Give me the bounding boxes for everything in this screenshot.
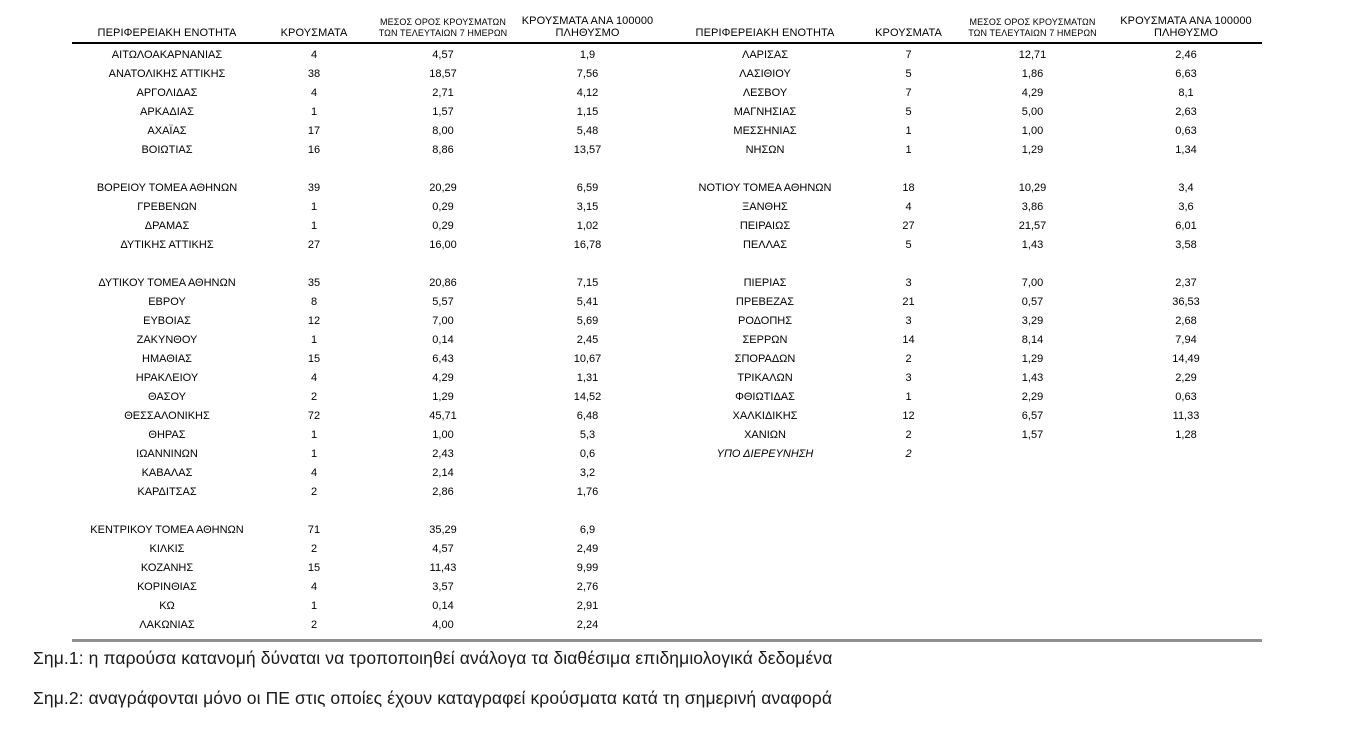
per100k-cell: 2,63: [1175, 106, 1197, 118]
avg7-cell: 2,29: [1021, 391, 1044, 403]
region-cell: ΣΠΟΡΑΔΩΝ: [734, 353, 796, 365]
avg7-cell: 3,57: [432, 581, 454, 593]
region-cell: ΔΥΤΙΚΗΣ ΑΤΤΙΚΗΣ: [120, 239, 214, 251]
region-cell: ΗΜΑΘΙΑΣ: [142, 353, 192, 365]
region-cell: ΙΩΑΝΝΙΝΩΝ: [136, 448, 198, 460]
per100k-cell: 3,58: [1175, 239, 1197, 251]
cases-cell: 2: [310, 619, 318, 631]
table-row: [72, 141, 1262, 160]
avg7-cell: 4,29: [1021, 87, 1044, 99]
region-cell: ΑΧΑΪΑΣ: [147, 125, 187, 137]
cases-cell: 3: [905, 372, 912, 384]
per100k-cell: 5,41: [576, 296, 599, 308]
cases-cell: 3: [905, 277, 912, 289]
per100k-cell: 14,49: [1172, 353, 1200, 365]
avg7-cell: 45,71: [429, 410, 457, 422]
per100k-cell: 9,99: [576, 562, 599, 574]
cases-cell: 2: [905, 429, 912, 441]
avg7-cell: 20,29: [429, 182, 457, 194]
table-row: [72, 46, 1262, 65]
header-cases-right: ΚΡΟΥΣΜΑΤΑ: [875, 27, 942, 39]
per100k-cell: 2,91: [576, 600, 599, 612]
table-row: [72, 407, 1262, 426]
avg7-cell: 2,43: [432, 448, 454, 460]
per100k-cell: 1,28: [1175, 429, 1197, 441]
region-cell: ΚΕΝΤΡΙΚΟΥ ΤΟΜΕΑ ΑΘΗΝΩΝ: [90, 524, 244, 536]
cases-cell: 1: [310, 106, 318, 118]
per100k-cell: 2,24: [576, 619, 599, 631]
avg7-cell: 3,86: [1021, 201, 1044, 213]
cases-cell: 35: [307, 277, 321, 289]
avg7-cell: 1,29: [432, 391, 454, 403]
region-cell: ΘΑΣΟΥ: [147, 391, 187, 403]
table-row: [72, 331, 1262, 350]
region-cell: ΒΟΙΩΤΙΑΣ: [141, 144, 193, 156]
cases-cell: 1: [310, 429, 318, 441]
per100k-cell: 3,4: [1178, 182, 1194, 194]
avg7-cell: 4,00: [432, 619, 454, 631]
table-spacer-row: [72, 502, 1262, 521]
region-cell: ΜΑΓΝΗΣΙΑΣ: [733, 106, 797, 118]
cases-cell: 2: [905, 353, 912, 365]
per100k-cell: 11,33: [1172, 410, 1200, 422]
region-cell: ΝΟΤΙΟΥ ΤΟΜΕΑ ΑΘΗΝΩΝ: [698, 182, 832, 194]
cases-cell: 72: [307, 410, 321, 422]
cases-cell: 1: [310, 448, 318, 460]
avg7-cell: 20,86: [429, 277, 457, 289]
per100k-cell: 6,59: [576, 182, 599, 194]
region-cell: ΚΙΛΚΙΣ: [149, 543, 185, 555]
header-per100k-right: ΚΡΟΥΣΜΑΤΑ ΑΝΑ 100000 ΠΛΗΘΥΣΜΟ: [1120, 15, 1252, 39]
avg7-cell: 6,43: [432, 353, 454, 365]
cases-cell: 71: [307, 524, 321, 536]
region-cell: ΞΑΝΘΗΣ: [742, 201, 788, 213]
avg7-cell: 1,43: [1021, 372, 1044, 384]
table-row: [72, 198, 1262, 217]
cases-cell: 5: [905, 68, 912, 80]
cases-cell: 7: [905, 49, 912, 61]
region-cell: ΘΕΣΣΑΛΟΝΙΚΗΣ: [124, 410, 210, 422]
per100k-cell: 6,48: [576, 410, 599, 422]
table-body: [72, 44, 1262, 642]
region-cell: ΛΑΚΩΝΙΑΣ: [139, 619, 195, 631]
per100k-cell: 1,02: [576, 220, 599, 232]
per100k-cell: 1,31: [576, 372, 599, 384]
avg7-cell: 5,00: [1021, 106, 1044, 118]
per100k-cell: 3,2: [579, 467, 596, 479]
region-cell: ΕΥΒΟΙΑΣ: [143, 315, 191, 327]
table-row: [72, 65, 1262, 84]
table-row: [72, 350, 1262, 369]
per100k-cell: 0,6: [579, 448, 596, 460]
avg7-cell: 8,14: [1021, 334, 1044, 346]
table-row: [72, 540, 1262, 559]
cases-cell: 5: [905, 239, 912, 251]
avg7-cell: 12,71: [1018, 49, 1047, 61]
avg7-cell: 10,29: [1018, 182, 1047, 194]
table-row: [72, 236, 1262, 255]
cases-cell: 3: [905, 315, 912, 327]
per100k-cell: 1,34: [1175, 144, 1197, 156]
per100k-cell: 5,48: [576, 125, 599, 137]
per100k-cell: 1,15: [576, 106, 599, 118]
cases-cell: 4: [310, 49, 318, 61]
region-cell: ΑΝΑΤΟΛΙΚΗΣ ΑΤΤΙΚΗΣ: [108, 68, 226, 80]
footnote-1: Σημ.1: η παρούσα κατανομή δύναται να τροποποιηθεί ανάλογα τα διαθέσιμα επιδημιολογικά δεδομένα: [33, 648, 833, 668]
region-cell: ΓΡΕΒΕΝΩΝ: [137, 201, 197, 213]
per100k-cell: 2,46: [1175, 49, 1197, 61]
table-row: [72, 179, 1262, 198]
avg7-cell: 3,29: [1021, 315, 1044, 327]
region-cell: ΥΠΟ ΔΙΕΡΕΥΝΗΣΗ: [716, 448, 814, 460]
avg7-cell: 2,86: [432, 486, 454, 498]
cases-cell: 1: [310, 201, 318, 213]
avg7-cell: 2,71: [432, 87, 454, 99]
avg7-cell: 5,57: [432, 296, 454, 308]
avg7-cell: 4,57: [432, 49, 454, 61]
footnote-2: Σημ.2: αναγράφονται μόνο οι ΠΕ στις οποίες έχουν καταγραφεί κρούσματα κατά τη σημερινή αναφορά: [33, 688, 833, 708]
per100k-cell: 6,9: [579, 524, 596, 536]
region-cell: ΚΑΒΑΛΑΣ: [141, 467, 193, 479]
per100k-cell: 7,15: [576, 277, 599, 289]
table-row: [72, 445, 1262, 464]
cases-cell: 18: [902, 182, 915, 194]
region-cell: ΛΑΡΙΣΑΣ: [741, 49, 788, 61]
region-cell: ΤΡΙΚΑΛΩΝ: [737, 372, 793, 384]
cases-cell: 15: [307, 353, 321, 365]
region-cell: ΕΒΡΟΥ: [148, 296, 186, 308]
cases-cell: 1: [905, 125, 912, 137]
per100k-cell: 3,15: [576, 201, 599, 213]
region-cell: ΣΕΡΡΩΝ: [742, 334, 788, 346]
avg7-cell: 21,57: [1018, 220, 1047, 232]
per100k-cell: 14,52: [573, 391, 602, 403]
per100k-cell: 3,6: [1178, 201, 1194, 213]
region-cell: ΒΟΡΕΙΟΥ ΤΟΜΕΑ ΑΘΗΝΩΝ: [96, 182, 238, 194]
region-cell: ΖΑΚΥΝΘΟΥ: [136, 334, 198, 346]
cases-cell: 5: [905, 106, 912, 118]
per100k-cell: 13,57: [573, 144, 602, 156]
table-row: [72, 122, 1262, 141]
table-row: [72, 521, 1262, 540]
avg7-cell: 1,86: [1021, 68, 1044, 80]
cases-cell: 27: [307, 239, 321, 251]
table-row: [72, 464, 1262, 483]
table-row: [72, 388, 1262, 407]
cases-cell: 21: [902, 296, 915, 308]
cases-cell: 2: [310, 543, 318, 555]
cases-cell: 1: [905, 144, 912, 156]
region-cell: ΛΕΣΒΟΥ: [742, 87, 788, 99]
cases-cell: 2: [310, 486, 318, 498]
table-row: [72, 597, 1262, 616]
region-cell: ΧΑΛΚΙΔΙΚΗΣ: [732, 410, 798, 422]
avg7-cell: 2,14: [432, 467, 454, 479]
region-cell: ΛΑΣΙΘΙΟΥ: [739, 68, 791, 80]
cases-cell: 1: [310, 600, 318, 612]
table-row: [72, 578, 1262, 597]
avg7-cell: 7,00: [432, 315, 454, 327]
cases-cell: 4: [905, 201, 912, 213]
cases-cell: 4: [310, 467, 318, 479]
per100k-cell: 0,63: [1175, 125, 1197, 137]
avg7-cell: 8,86: [432, 144, 454, 156]
table-row: [72, 274, 1262, 293]
avg7-cell: 8,00: [432, 125, 454, 137]
cases-cell: 16: [307, 144, 321, 156]
header-avg7-left: ΜΕΣΟΣ ΟΡΟΣ ΚΡΟΥΣΜΑΤΩΝ ΤΩΝ ΤΕΛΕΥΤΑΙΩΝ 7 ΗΜΕΡΩΝ: [378, 17, 508, 38]
avg7-cell: 0,29: [432, 201, 454, 213]
per100k-cell: 7,56: [576, 68, 599, 80]
region-cell: ΚΑΡΔΙΤΣΑΣ: [137, 486, 197, 498]
table-header-row: [72, 12, 1262, 44]
per100k-cell: 1,9: [579, 49, 596, 61]
region-cell: ΡΟΔΟΠΗΣ: [737, 315, 793, 327]
footnotes: [33, 648, 832, 728]
per100k-cell: 2,49: [576, 543, 599, 555]
per100k-cell: 2,68: [1175, 315, 1197, 327]
cases-cell: 1: [310, 334, 318, 346]
avg7-cell: 1,57: [1021, 429, 1044, 441]
cases-cell: 12: [307, 315, 321, 327]
cases-cell: 2: [905, 448, 912, 460]
avg7-cell: 0,14: [432, 334, 454, 346]
table-row: [72, 312, 1262, 331]
region-cell: ΚΟΡΙΝΘΙΑΣ: [137, 581, 197, 593]
avg7-cell: 1,29: [1021, 353, 1044, 365]
region-cell: ΑΡΓΟΛΙΔΑΣ: [136, 87, 198, 99]
cases-cell: 14: [902, 334, 915, 346]
cases-cell: 4: [310, 372, 318, 384]
avg7-cell: 18,57: [429, 68, 457, 80]
table-row: [72, 426, 1262, 445]
per100k-cell: 16,78: [573, 239, 602, 251]
table-spacer-row: [72, 255, 1262, 274]
avg7-cell: 1,00: [432, 429, 454, 441]
header-avg7-right: ΜΕΣΟΣ ΟΡΟΣ ΚΡΟΥΣΜΑΤΩΝ ΤΩΝ ΤΕΛΕΥΤΑΙΩΝ 7 ΗΜΕΡΩΝ: [968, 17, 1097, 38]
avg7-cell: 0,14: [432, 600, 454, 612]
region-cell: ΜΕΣΣΗΝΙΑΣ: [733, 125, 797, 137]
cases-cell: 39: [307, 182, 321, 194]
per100k-cell: 2,37: [1175, 277, 1197, 289]
avg7-cell: 1,57: [432, 106, 454, 118]
avg7-cell: 7,00: [1021, 277, 1044, 289]
region-cell: ΘΗΡΑΣ: [148, 429, 186, 441]
per100k-cell: 6,01: [1175, 220, 1197, 232]
header-per100k-left: ΚΡΟΥΣΜΑΤΑ ΑΝΑ 100000 ΠΛΗΘΥΣΜΟ: [521, 15, 654, 39]
avg7-cell: 35,29: [429, 524, 457, 536]
header-region-left: ΠΕΡΙΦΕΡΕΙΑΚΗ ΕΝΟΤΗΤΑ: [97, 27, 237, 39]
cases-cell: 4: [310, 581, 318, 593]
table-row: [72, 84, 1262, 103]
avg7-cell: 16,00: [429, 239, 457, 251]
region-cell: ΠΕΙΡΑΙΩΣ: [739, 220, 791, 232]
cases-cell: 1: [310, 220, 318, 232]
cases-cell: 27: [902, 220, 915, 232]
region-cell: ΝΗΣΩΝ: [745, 144, 785, 156]
cases-cell: 1: [905, 391, 912, 403]
cases-cell: 2: [310, 391, 318, 403]
table-row: [72, 616, 1262, 635]
cases-cell: 8: [310, 296, 318, 308]
region-cell: ΑΙΤΩΛΟΑΚΑΡΝΑΝΙΑΣ: [111, 49, 223, 61]
avg7-cell: 0,29: [432, 220, 454, 232]
table-row: [72, 293, 1262, 312]
cases-cell: 17: [307, 125, 321, 137]
table-row: [72, 217, 1262, 236]
header-region-right: ΠΕΡΙΦΕΡΕΙΑΚΗ ΕΝΟΤΗΤΑ: [695, 27, 835, 39]
per100k-cell: 36,53: [1172, 296, 1200, 308]
per100k-cell: 5,69: [576, 315, 599, 327]
region-cell: ΠΕΛΛΑΣ: [742, 239, 788, 251]
avg7-cell: 1,43: [1021, 239, 1044, 251]
cases-cell: 4: [310, 87, 318, 99]
avg7-cell: 1,29: [1021, 144, 1044, 156]
region-cell: ΧΑΝΙΩΝ: [744, 429, 786, 441]
per100k-cell: 2,76: [576, 581, 599, 593]
region-cell: ΗΡΑΚΛΕΙΟΥ: [135, 372, 199, 384]
region-cell: ΚΩ: [159, 600, 175, 612]
cases-cell: 15: [307, 562, 321, 574]
per100k-cell: 2,45: [576, 334, 599, 346]
per100k-cell: 2,29: [1175, 372, 1197, 384]
per100k-cell: 10,67: [573, 353, 602, 365]
region-cell: ΠΡΕΒΕΖΑΣ: [735, 296, 795, 308]
region-cell: ΔΡΑΜΑΣ: [144, 220, 190, 232]
header-cases-left: ΚΡΟΥΣΜΑΤΑ: [280, 27, 348, 39]
cases-by-regional-unit-table: [72, 12, 1262, 642]
table-row: [72, 369, 1262, 388]
cases-cell: 12: [902, 410, 915, 422]
avg7-cell: 1,00: [1021, 125, 1044, 137]
per100k-cell: 4,12: [576, 87, 599, 99]
region-cell: ΦΘΙΩΤΙΔΑΣ: [735, 391, 795, 403]
region-cell: ΑΡΚΑΔΙΑΣ: [140, 106, 194, 118]
avg7-cell: 0,57: [1021, 296, 1044, 308]
per100k-cell: 1,76: [576, 486, 599, 498]
per100k-cell: 7,94: [1175, 334, 1197, 346]
cases-cell: 38: [307, 68, 321, 80]
table-row: [72, 103, 1262, 122]
table-spacer-row: [72, 160, 1262, 179]
table-row: [72, 559, 1262, 578]
avg7-cell: 11,43: [429, 562, 457, 574]
per100k-cell: 8,1: [1178, 87, 1194, 99]
per100k-cell: 6,63: [1175, 68, 1197, 80]
cases-cell: 7: [905, 87, 912, 99]
avg7-cell: 4,57: [432, 543, 454, 555]
per100k-cell: 5,3: [579, 429, 596, 441]
region-cell: ΠΙΕΡΙΑΣ: [743, 277, 787, 289]
avg7-cell: 6,57: [1021, 410, 1044, 422]
table-row: [72, 483, 1262, 502]
avg7-cell: 4,29: [432, 372, 454, 384]
region-cell: ΚΟΖΑΝΗΣ: [140, 562, 194, 574]
region-cell: ΔΥΤΙΚΟΥ ΤΟΜΕΑ ΑΘΗΝΩΝ: [98, 277, 236, 289]
per100k-cell: 0,63: [1175, 391, 1197, 403]
